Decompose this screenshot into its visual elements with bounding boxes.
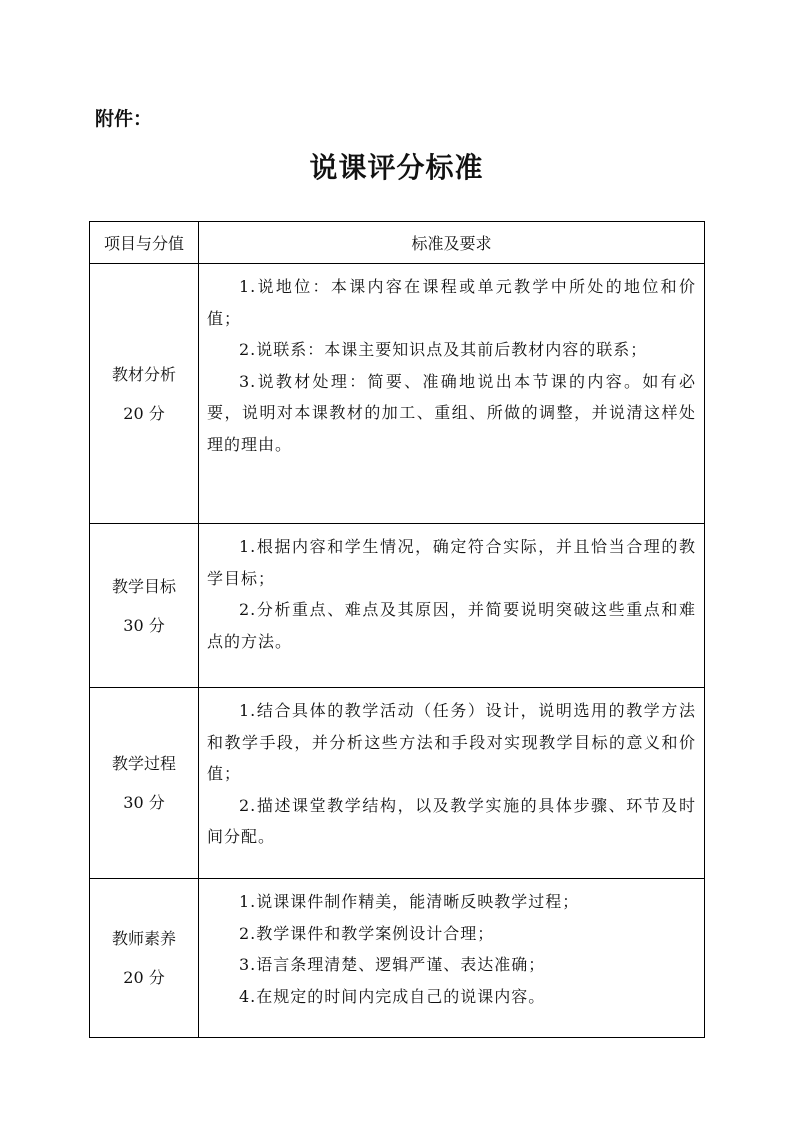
requirement-item: 1.说地位：本课内容在课程或单元教学中所处的地位和价值； xyxy=(207,277,696,328)
requirement-item: 3.语言条理清楚、逻辑严谨、表达准确； xyxy=(239,955,546,974)
item-name: 教学过程 xyxy=(111,754,176,773)
table-row xyxy=(90,264,705,524)
item-cell xyxy=(90,524,199,688)
item-cell xyxy=(90,688,199,879)
requirement-item: 1.说课课件制作精美，能清晰反映教学过程； xyxy=(239,892,580,911)
item-cell xyxy=(90,879,199,1038)
item-score: 20 分 xyxy=(123,403,165,423)
item-name: 教师素养 xyxy=(111,929,176,948)
header-item-score: 项目与分值 xyxy=(90,222,199,264)
requirement-item: 2.描述课堂教学结构，以及教学实施的具体步骤、环节及时间分配。 xyxy=(207,795,696,846)
item-name: 教学目标 xyxy=(111,576,176,596)
requirement-item: 3.说教材处理：简要、准确地说出本节课的内容。如有必要，说明对本课教材的加工、重组、所做的调整，并说清这样处理的理由。 xyxy=(207,371,696,454)
scoring-criteria-table xyxy=(89,221,705,1038)
item-score: 30 分 xyxy=(123,793,165,812)
page-title: 说课评分标准 xyxy=(309,151,484,184)
requirements-cell xyxy=(199,524,705,688)
item-cell xyxy=(90,264,199,524)
requirement-item: 1.根据内容和学生情况，确定符合实际，并且恰当合理的教学目标； xyxy=(207,537,696,588)
requirement-item: 2.教学课件和教学案例设计合理； xyxy=(239,923,495,943)
requirement-item: 2.分析重点、难点及其原因，并简要说明突破这些重点和难点的方法。 xyxy=(207,600,696,651)
table-row xyxy=(90,688,705,879)
requirement-item: 1.结合具体的教学活动（任务）设计，说明选用的教学方法和教学手段，并分析这些方法和手段对实现教学目标的意义和价值； xyxy=(207,701,696,783)
requirement-item: 2.说联系：本课主要知识点及其前后教材内容的联系； xyxy=(239,340,648,359)
item-score: 30 分 xyxy=(123,615,165,635)
attachment-label: 附件： xyxy=(95,108,153,130)
table-row xyxy=(90,524,705,688)
requirement-item: 4.在规定的时间内完成自己的说课内容。 xyxy=(239,986,546,1006)
item-name: 教材分析 xyxy=(111,364,176,384)
table-row xyxy=(90,879,705,1038)
requirements-cell xyxy=(199,688,705,879)
requirements-cell xyxy=(199,879,705,1038)
header-requirements: 标准及要求 xyxy=(199,222,705,264)
table-header-row xyxy=(90,222,705,264)
requirements-cell xyxy=(199,264,705,524)
item-score: 20 分 xyxy=(123,968,165,987)
